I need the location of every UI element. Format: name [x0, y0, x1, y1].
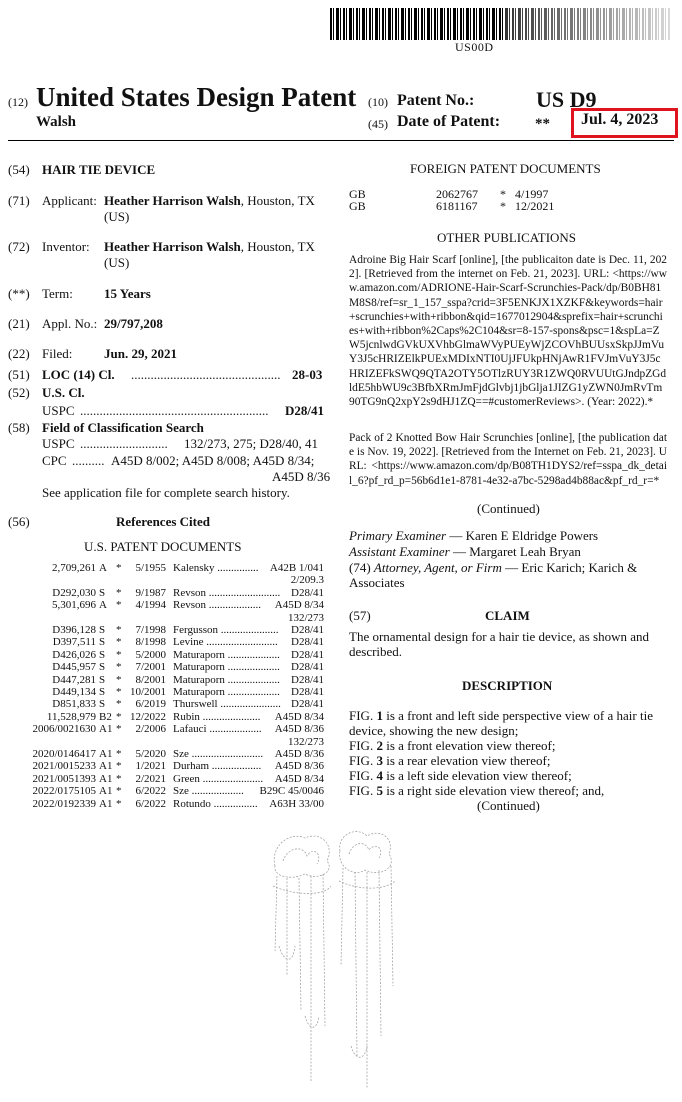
ref-cited-by-examiner: * — [116, 723, 122, 736]
ref-date: 5/2000 — [135, 648, 166, 661]
ref-class: D28/41 — [291, 686, 324, 698]
hair-tie-drawing — [265, 826, 425, 1092]
us-patent-docs-heading: U.S. PATENT DOCUMENTS — [84, 539, 242, 554]
ref-kind: S — [99, 698, 106, 711]
field-search-uspc-value: 132/273, 275; D28/40, 41 — [184, 436, 318, 451]
inventor-value — [104, 239, 315, 255]
ref-number: D447,281 — [52, 673, 96, 686]
ref-class: D28/41 — [291, 661, 324, 674]
ref-class: D28/41 — [291, 624, 324, 636]
ref-date: 2/2006 — [135, 723, 166, 736]
reference-row — [8, 587, 328, 599]
ref-date: 8/2001 — [135, 673, 166, 686]
ref-cited-by-examiner: * — [116, 586, 122, 599]
f74-code: (74) — [349, 560, 371, 575]
ref-inventor: Revson ................... — [173, 599, 261, 612]
publication-1: Adroine Big Hair Scarf [online], [the publicaiton date is Dec. 11, 2022]. [Retrieved from the internet on Feb. 21, 2023]. URL: <https://www.amazon.com/ADRIONE-Hair-Scarf-Scrunchies-Pack/dp/B0BH81M8S8/ref=sr_1_157_sspa?crid=3F5ENKJX1XZKF&keywords=hair+scrunchies+with+ribbon&qid=1677012904&sprefix=hair+scrunchies+with+ribbon%2Caps%2C104&sr=8-157-spons&psc=1&spLa=ZW5jcnlwdGVkUXVhbGlmaWVyPUEyWjZCOVhBUUsxSkpJJmVuY3J5cHRIZElkPUExMDIxNTI0UjJFUkpHNjAwR1FVJmVuY3J5c HRIZEFkSWQ9QTA2OTY5OTlzRUY3R1ZWQ0RVUUtGJndpZGdldE5hbWU9c3BfbXRmJmFjdGlvbj1jbGlja1JIZG1yZWN0JmRvTm90TG9nQ2xpY2s9dHJ1ZQ==#customerReviews>. (Year: 2022).* — [349, 254, 667, 409]
f56-code: (56) — [8, 514, 30, 529]
ref-number: D396,128 — [52, 624, 96, 636]
primary-examiner — [349, 528, 598, 544]
us-cl-dots: .......................................................... — [80, 403, 269, 418]
ref-kind: A1 — [99, 760, 113, 773]
applicant-name: Heather Harrison Walsh — [104, 193, 241, 208]
ref-class: 132/273 — [287, 611, 324, 624]
ref-kind: A1 — [99, 748, 113, 760]
ref-date: 2/2021 — [135, 772, 166, 785]
ref-number: D292,030 — [52, 586, 96, 599]
ref-number: 5,301,696 — [52, 599, 96, 612]
ref-cited-by-examiner: * — [116, 797, 122, 810]
ref-class: A42B 1/041 — [269, 562, 324, 574]
other-publications-heading: OTHER PUBLICATIONS — [437, 230, 577, 245]
fig-prefix: FIG. — [349, 708, 377, 723]
barcode-number: US00D — [455, 40, 494, 54]
reference-row — [8, 773, 328, 785]
barcode-fade — [505, 8, 670, 40]
filed-label: Filed: — [42, 346, 73, 361]
header-rule — [8, 140, 674, 141]
ref-date: 8/1998 — [135, 636, 166, 649]
fig-text: is a right side elevation view thereof; and, — [382, 783, 605, 798]
figure-description — [349, 753, 669, 768]
reference-row — [8, 649, 328, 661]
field-search-cpc-value2: A45D 8/36 — [272, 469, 331, 484]
ref-class: D28/41 — [291, 636, 324, 649]
patent-no-value: US D9 — [536, 87, 597, 112]
fig-prefix: FIG. — [349, 768, 377, 783]
figure-description — [349, 738, 669, 753]
reference-row — [8, 674, 328, 686]
reference-row — [8, 798, 328, 810]
reference-row — [8, 686, 328, 698]
patent-no-code: (10) — [368, 95, 388, 109]
ref-inventor: Maturaporn ................... — [173, 673, 280, 686]
ref-inventor: Rotundo ................ — [173, 797, 258, 810]
ref-cited-by-examiner: * — [116, 710, 122, 723]
ref-cited-by-examiner: * — [116, 785, 122, 798]
fig-prefix: FIG. — [349, 738, 377, 753]
appl-no-label: Appl. No.: — [42, 316, 98, 331]
reference-row — [8, 698, 328, 710]
ref-date: 1/2021 — [135, 760, 166, 773]
reference-row — [8, 612, 328, 624]
patent-no-label: Patent No.: — [397, 92, 475, 109]
ref-date: 4/1994 — [135, 599, 166, 612]
foreign-number: 2062767 — [436, 187, 478, 201]
ref-kind: B2 — [99, 710, 112, 723]
ref-class: 2/209.3 — [290, 574, 324, 587]
patent-doc-type: United States Design Patent — [36, 82, 357, 112]
filed-value: Jun. 29, 2021 — [104, 346, 177, 361]
applicant-value — [104, 193, 315, 209]
fig-number: 5 — [376, 783, 383, 798]
ref-cited-by-examiner: * — [116, 599, 122, 612]
ref-class: A45D 8/34 — [274, 710, 324, 723]
field-search-cpc-dots: .......... — [72, 453, 105, 468]
ref-class: A63H 33/00 — [269, 797, 324, 810]
ref-date: 7/2001 — [135, 661, 166, 674]
ref-class: A45D 8/36 — [274, 748, 324, 760]
attorney-label: Attorney, Agent, or Firm — [373, 560, 502, 575]
ref-kind: A1 — [99, 772, 113, 785]
f22-code: (22) — [8, 346, 30, 361]
ref-date: 12/2022 — [129, 710, 166, 723]
ref-kind: A — [99, 599, 107, 612]
references-cited-label: References Cited — [116, 514, 210, 529]
applicant-city: , Houston, TX — [240, 193, 315, 208]
primary-examiner-value: — Karen E Eldridge Powers — [446, 528, 599, 543]
ref-date: 10/2001 — [129, 686, 166, 698]
ref-cited-by-examiner: * — [116, 698, 122, 711]
description-heading: DESCRIPTION — [462, 678, 553, 693]
date-marks: ** — [535, 116, 550, 132]
date-label: Date of Patent: — [397, 113, 501, 130]
ref-inventor: Fergusson ..................... — [173, 624, 279, 636]
figure-description — [349, 708, 669, 738]
ref-cited-by-examiner: * — [116, 673, 122, 686]
foreign-heading: FOREIGN PATENT DOCUMENTS — [410, 161, 601, 176]
ref-kind: S — [99, 648, 106, 661]
ref-kind: S — [99, 636, 106, 649]
ref-class: 132/273 — [287, 735, 324, 748]
reference-row — [8, 574, 328, 586]
ref-inventor: Sze .......................... — [173, 748, 264, 760]
ref-cited-by-examiner: * — [116, 562, 122, 574]
ref-class: A45D 8/34 — [274, 772, 324, 785]
fig-number: 2 — [376, 738, 383, 753]
f51-code: (51) — [8, 367, 30, 382]
primary-examiner-label: Primary Examiner — [349, 528, 447, 543]
continued-description: (Continued) — [477, 798, 540, 813]
foreign-country: GB — [349, 199, 366, 213]
fig-number: 1 — [376, 708, 383, 723]
ref-number: 2021/0051393 — [32, 772, 96, 785]
ref-inventor: Kalensky ............... — [173, 562, 259, 574]
field-search-uspc: USPC — [42, 436, 75, 451]
reference-row — [8, 711, 328, 723]
f21-code: (21) — [8, 316, 30, 331]
ref-cited-by-examiner: * — [116, 686, 122, 698]
reference-row — [8, 661, 328, 673]
ref-cited-by-examiner: * — [116, 624, 122, 636]
ref-number: 2020/0146417 — [32, 748, 96, 760]
ref-kind: S — [99, 661, 106, 674]
ref-inventor: Thurswell ...................... — [173, 698, 281, 711]
us-cl-value: D28/41 — [285, 403, 324, 418]
ref-date: 6/2022 — [135, 785, 166, 798]
f52-code: (52) — [8, 385, 30, 400]
ref-kind: A1 — [99, 723, 113, 736]
ref-inventor: Lafauci ................... — [173, 723, 262, 736]
reference-row — [8, 785, 328, 797]
ref-number: D397,511 — [52, 636, 96, 649]
reference-row — [8, 760, 328, 772]
fig-number: 4 — [376, 768, 383, 783]
reference-row — [8, 636, 328, 648]
inventor-city: , Houston, TX — [240, 239, 315, 254]
ref-inventor: Levine .......................... — [173, 636, 278, 649]
attorney-value-2: Associates — [349, 575, 405, 590]
ref-date: 6/2022 — [135, 797, 166, 810]
title-value: HAIR TIE DEVICE — [42, 162, 156, 177]
us-cl-uspc: USPC — [42, 403, 75, 418]
reference-row — [8, 599, 328, 611]
field-search-cpc: CPC — [42, 453, 67, 468]
f71-code: (71) — [8, 193, 30, 208]
ref-date: 6/2019 — [135, 698, 166, 711]
f72-code: (72) — [8, 239, 30, 254]
attorney-value: — Eric Karich; Karich & — [501, 560, 638, 575]
date-code: (45) — [368, 117, 388, 131]
reference-row — [8, 748, 328, 760]
inventor-label: Inventor: — [42, 239, 90, 254]
ref-number: D426,026 — [52, 648, 96, 661]
ref-number: 2022/0175105 — [32, 785, 96, 798]
fig-prefix: FIG. — [349, 783, 377, 798]
ref-kind: S — [99, 673, 106, 686]
fig-text: is a rear elevation view thereof; — [382, 753, 551, 768]
foreign-date: 12/2021 — [515, 199, 555, 213]
foreign-country: GB — [349, 187, 366, 201]
fig-text: is a left side elevation view thereof; — [382, 768, 572, 783]
ref-cited-by-examiner: * — [116, 760, 122, 773]
doc-code: (12) — [8, 95, 28, 109]
ref-inventor: Durham .................. — [173, 760, 262, 773]
claim-heading: CLAIM — [485, 608, 530, 623]
ref-number: 11,528,979 — [46, 710, 96, 723]
reference-row — [8, 736, 328, 748]
ref-inventor: Sze ................... — [173, 785, 244, 798]
applicant-label: Applicant: — [42, 193, 97, 208]
f57-code: (57) — [349, 608, 371, 623]
ref-date: 9/1987 — [135, 586, 166, 599]
ref-date: 5/2020 — [135, 748, 166, 760]
ref-cited-by-examiner: * — [116, 772, 122, 785]
ref-class: D28/41 — [291, 586, 324, 599]
figure-description — [349, 783, 669, 798]
ref-number: 2006/0021630 — [32, 723, 96, 736]
foreign-date: 4/1997 — [515, 187, 549, 201]
ref-kind: A1 — [99, 797, 113, 810]
ref-number: 2,709,261 — [52, 562, 96, 574]
attorney — [349, 560, 637, 576]
ref-kind: S — [99, 586, 106, 599]
ref-inventor: Maturaporn ................... — [173, 648, 280, 661]
ref-kind: A — [99, 562, 107, 574]
field-search-cpc-value: A45D 8/002; A45D 8/008; A45D 8/34; — [111, 453, 315, 468]
ref-cited-by-examiner: * — [116, 648, 122, 661]
assistant-examiner — [349, 544, 581, 560]
ref-inventor: Maturaporn ................... — [173, 661, 280, 674]
search-history-note: See application file for complete search history. — [42, 485, 290, 500]
ref-class: D28/41 — [291, 698, 324, 711]
publication-2: Pack of 2 Knotted Bow Hair Scrunchies [online], [the publication date is Nov. 19, 2022]. [Retrieved from the Internet on Feb. 21, 2023]. URL: <https://www.amazon.com/dp/B08TH1DYS2/ref=sspa_dk_detail_6?pf_rd_p=56b6d1e1-8781-4e32-a7bc-5298ad4b88ac&pf_rd_r=* — [349, 432, 667, 487]
f58-code: (58) — [8, 420, 30, 435]
claim-text: The ornamental design for a hair tie device, as shown and described. — [349, 629, 649, 659]
ref-kind: S — [99, 624, 106, 636]
ref-inventor: Rubin ..................... — [173, 710, 261, 723]
ref-kind: S — [99, 686, 106, 698]
ref-class: A45D 8/36 — [274, 760, 324, 773]
ref-cited-by-examiner: * — [116, 748, 122, 760]
continued-publications: (Continued) — [477, 501, 540, 516]
fig-text: is a front elevation view thereof; — [382, 738, 556, 753]
term-value: 15 Years — [104, 286, 151, 301]
ref-class: D28/41 — [291, 648, 324, 661]
fig-prefix: FIG. — [349, 753, 377, 768]
ref-inventor: Revson .......................... — [173, 586, 281, 599]
fig-number: 3 — [376, 753, 383, 768]
loc-dots: .............................................. — [131, 367, 281, 382]
inventor-name: Heather Harrison Walsh — [104, 239, 241, 254]
ref-class: A45D 8/36 — [274, 723, 324, 736]
foreign-cited-mark: * — [500, 187, 506, 201]
reference-row — [8, 624, 328, 636]
assistant-examiner-value: — Margaret Leah Bryan — [449, 544, 581, 559]
fig-text: is a front and left side perspective view of a hair tie device, showing the new design; — [349, 708, 653, 738]
foreign-number: 6181167 — [436, 199, 478, 213]
ref-class: D28/41 — [291, 673, 324, 686]
ref-number: D851,833 — [52, 698, 96, 711]
appl-no-value: 29/797,208 — [104, 316, 163, 331]
loc-label: LOC (14) Cl. — [42, 367, 115, 382]
f54-code: (54) — [8, 162, 30, 177]
ref-cited-by-examiner: * — [116, 636, 122, 649]
ref-number: D445,957 — [52, 661, 96, 674]
ref-date: 5/1955 — [135, 562, 166, 574]
assistant-examiner-label: Assistant Examiner — [349, 544, 450, 559]
applicant-country: (US) — [104, 209, 130, 224]
ref-number: D449,134 — [52, 686, 96, 698]
date-value: Jul. 4, 2023 — [581, 111, 659, 128]
ref-cited-by-examiner: * — [116, 661, 122, 674]
ref-inventor: Maturaporn ................... — [173, 686, 280, 698]
date-highlight-box — [571, 108, 678, 138]
reference-row — [8, 562, 328, 574]
ref-class: B29C 45/0046 — [259, 785, 324, 798]
field-search-label: Field of Classification Search — [42, 420, 204, 435]
ref-class: A45D 8/34 — [274, 599, 324, 612]
foreign-cited-mark: * — [500, 199, 506, 213]
ref-date: 7/1998 — [135, 624, 166, 636]
ref-inventor: Green ...................... — [173, 772, 264, 785]
ref-number: 2021/0015233 — [32, 760, 96, 773]
term-code: (**) — [8, 286, 30, 301]
inventor-surname: Walsh — [36, 114, 77, 130]
figure-description — [349, 768, 669, 783]
inventor-country: (US) — [104, 255, 130, 270]
ref-kind: A1 — [99, 785, 113, 798]
ref-number: 2022/0192339 — [32, 797, 96, 810]
term-label: Term: — [42, 286, 73, 301]
us-cl-label: U.S. Cl. — [42, 385, 85, 400]
reference-row — [8, 723, 328, 735]
field-search-uspc-dots: ........................... — [80, 436, 168, 451]
loc-value: 28-03 — [292, 367, 323, 382]
